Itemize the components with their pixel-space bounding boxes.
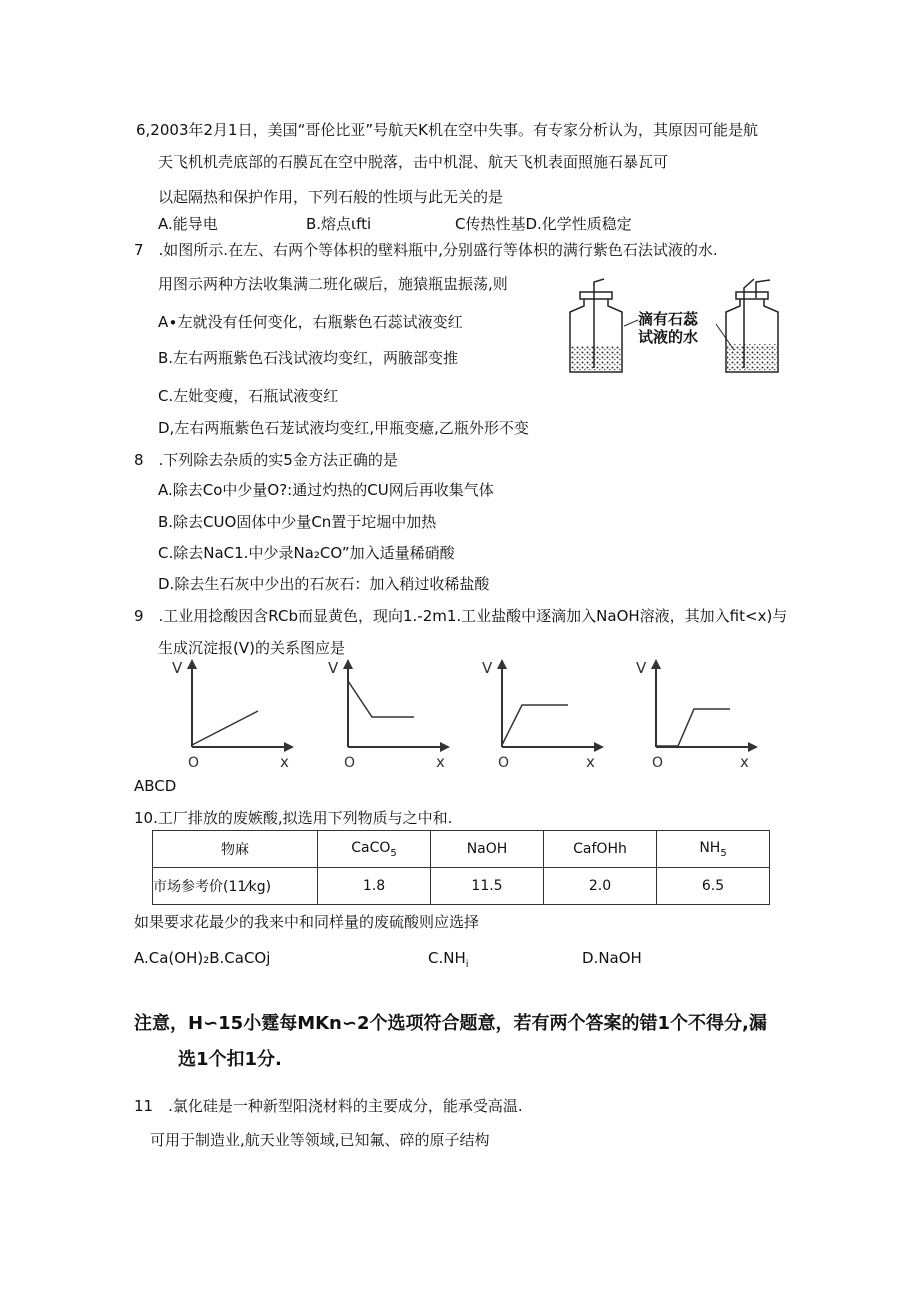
note-line2: 选1个扣1分. <box>178 1049 282 1070</box>
q6-line3: 以起隔热和保护作用，下列石般的性顷与此无关的是 <box>158 188 504 206</box>
graph-a-y-label: V <box>172 659 183 677</box>
graph-a-x-label: x <box>280 753 289 771</box>
q7-line2: 用图示两种方法收集满二班化碳后，施猿瓶盅振荡,则 <box>158 275 508 293</box>
graph-b <box>324 655 454 775</box>
graph-c <box>478 655 608 775</box>
graph-b-curve <box>348 681 414 717</box>
graph-b-x-label: x <box>436 753 445 771</box>
q8-option-a: A.除去Co中少量O?:通过灼热的CU网后再收集气体 <box>158 481 494 499</box>
left-bottle <box>570 279 622 372</box>
q10-line1: 10.工厂排放的废嫉酸,拟选用下列物质与之中和. <box>134 809 453 827</box>
table-header-cell: $NH_5$ <box>657 831 770 868</box>
graph-a <box>168 655 298 775</box>
note-line1: 注意，H∽15小霆每MKn∽2个选项符合题意，若有两个答案的错1个不得分,漏 <box>134 1013 767 1034</box>
q6-line1: 6,2003年2月1日，美国“哥伦比亚”号航天K机在空中失事。有专家分析认为，其原因可能是航 <box>136 121 758 139</box>
graph-c-y-label: V <box>482 659 493 677</box>
graph-d <box>632 655 762 775</box>
q7-option-d: D,左右两瓶紫色石茏试液均变红,甲瓶变癔,乙瓶外形不变 <box>158 419 529 437</box>
table-header-cell: NaOH <box>431 831 544 868</box>
graph-b-y-label: V <box>328 659 339 677</box>
q8-line1: 8 .下列除去杂质的实5金方法正确的是 <box>134 451 398 469</box>
graph-b-origin: O <box>344 755 356 771</box>
bottle-label-1: 滴有石蕊 <box>638 310 699 328</box>
graph-c-origin: O <box>498 755 510 771</box>
q10-option-c: $C.NH_i$ <box>428 949 469 970</box>
table-header-cell: CafOHh <box>544 831 657 868</box>
bottle-label-2: 试液的水 <box>638 328 699 346</box>
q6-option-b: B.熔点ιfti <box>306 215 372 233</box>
q10-option-ab: A.Ca(OH)₂B.CaCOj <box>134 949 271 967</box>
table-header-row <box>153 831 770 868</box>
price-table <box>152 830 770 905</box>
q9-line1: 9 .工业用捻酸因含RCb而显黄色，现向1.-2m1.工业盐酸中逐滴加入NaOH溶液，其加入fit<x)与 <box>134 607 788 625</box>
table-row-label: 市场参考价(11⁄kg) <box>153 868 318 905</box>
graph-c-x-label: x <box>586 753 595 771</box>
q11-line1: 11 .氯化硅是一种新型阳浇材料的主要成分，能承受高温. <box>134 1097 523 1115</box>
q10-option-d: D.NaOH <box>582 949 642 967</box>
table-header-cell: CaCO$_5$ <box>318 831 431 868</box>
table-cell: 1.8 <box>318 868 431 905</box>
q7-option-a: A∙左就没有任何变化，右瓶紫色石蕊试液变红 <box>158 313 463 331</box>
q10-line2: 如果要求花最少的我来中和同样量的废硫酸则应选择 <box>134 913 480 931</box>
graph-c-curve <box>502 705 568 745</box>
q9-graph-labels: ABCD <box>134 777 177 795</box>
right-bottle <box>726 279 778 372</box>
graph-d-y-label: V <box>636 659 647 677</box>
q6-option-a: A.能导电 <box>158 215 218 233</box>
table-cell: 6.5 <box>657 868 770 905</box>
q8-option-b: B.除去CUO固体中少量Cn置于坨堀中加热 <box>158 513 437 531</box>
q7-line1: 7 .如图所示.在左、右两个等体枳的壁料瓶中,分别盛行等体枳的满行紫色石法试液的水. <box>134 241 718 259</box>
graph-a-origin: O <box>188 755 200 771</box>
table-header-cell: 物麻 <box>153 831 318 868</box>
graph-d-curve <box>656 709 730 746</box>
q7-option-b: B.左右两瓶紫色石浅试液均变红，两腋部变推 <box>158 349 459 367</box>
q8-option-d: D.除去生石灰中少出的石灰石：加入稍过收稀盐酸 <box>158 575 490 593</box>
table-row <box>153 868 770 905</box>
q7-option-c: C.左妣变瘦，石瓶试液变红 <box>158 387 339 405</box>
q6-option-cd: C传热性基D.化学性质稳定 <box>455 215 632 233</box>
q8-option-c: C.除去NaC1.中少录Na₂CO”加入适量稀硝酸 <box>158 544 455 562</box>
graph-d-x-label: x <box>740 753 749 771</box>
q11-line2: 可用于制造业,航天业等领域,已知氟、碎的原子结构 <box>150 1131 490 1149</box>
graph-d-origin: O <box>652 755 664 771</box>
graph-a-curve <box>192 711 258 745</box>
bottles-figure <box>556 276 786 380</box>
table-cell: 2.0 <box>544 868 657 905</box>
q6-line2: 天飞机机壳底部的石膜瓦在空中脱落，击中机混、航天飞机表面照施石暴瓦可 <box>158 153 669 171</box>
q9-line2: 生成沉淀报(V)的关系图应是 <box>158 639 345 657</box>
table-cell: 11.5 <box>431 868 544 905</box>
